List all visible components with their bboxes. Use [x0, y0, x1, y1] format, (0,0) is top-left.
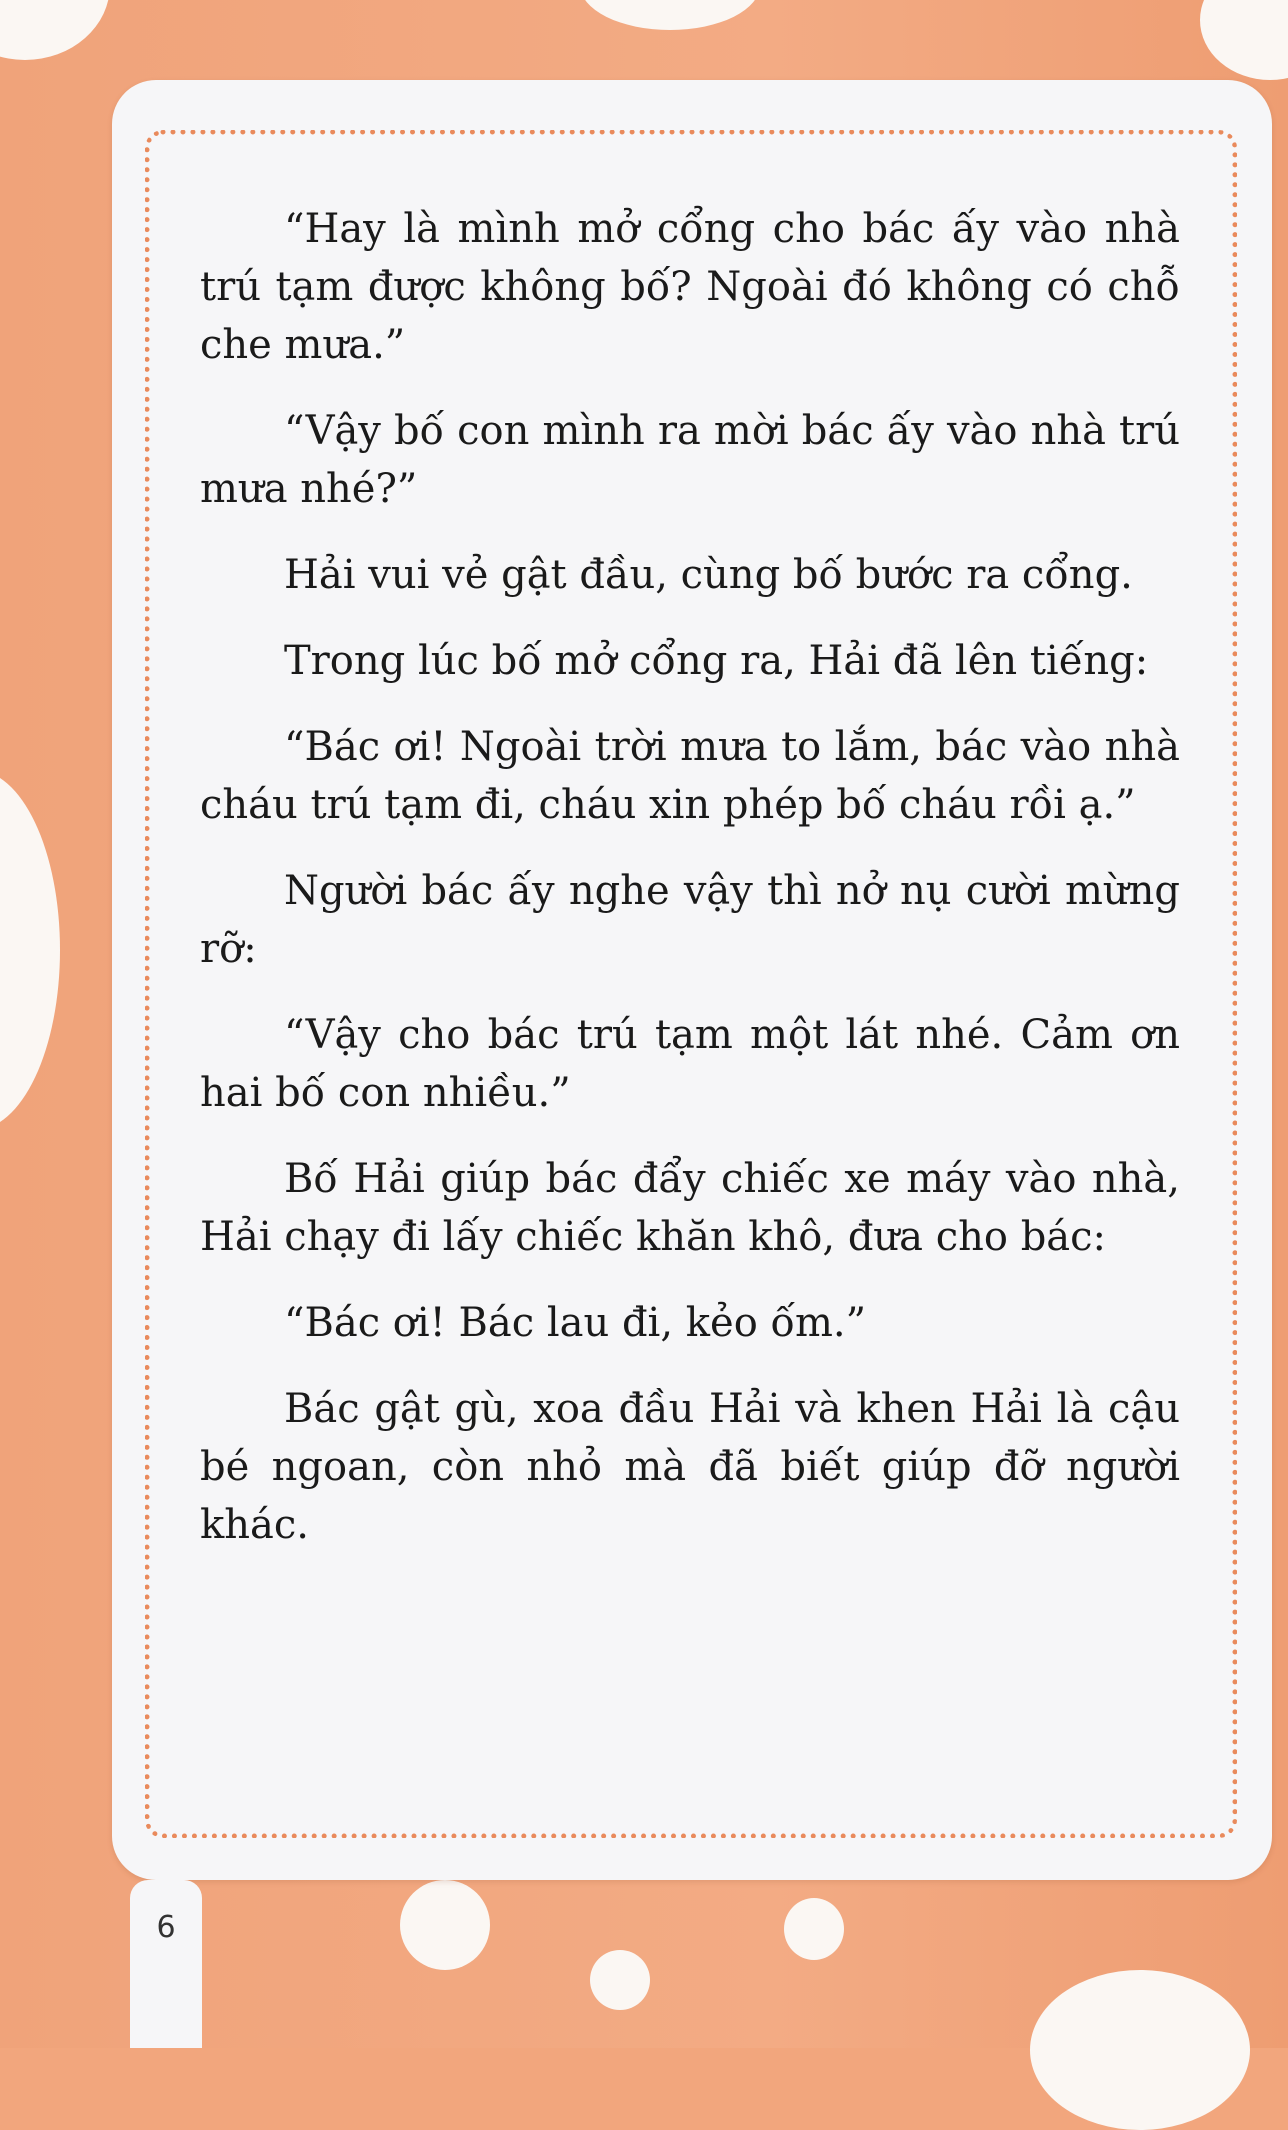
story-text	[200, 200, 1180, 1582]
polka-dot	[400, 1880, 490, 1970]
story-paragraph: “Vậy cho bác trú tạm một lát nhé. Cảm ơn hai bố con nhiều.”	[200, 1012, 1180, 1116]
story-paragraph: Trong lúc bố mở cổng ra, Hải đã lên tiếng:	[284, 638, 1149, 684]
story-paragraph: “Bác ơi! Ngoài trời mưa to lắm, bác vào nhà cháu trú tạm đi, cháu xin phép bố cháu rồi ạ.”	[200, 724, 1180, 828]
story-paragraph: “Hay là mình mở cổng cho bác ấy vào nhà trú tạm được không bố? Ngoài đó không có chỗ che mưa.”	[200, 206, 1180, 368]
story-paragraph: “Vậy bố con mình ra mời bác ấy vào nhà trú mưa nhé?”	[200, 408, 1180, 512]
story-paragraph: Bố Hải giúp bác đẩy chiếc xe máy vào nhà, Hải chạy đi lấy chiếc khăn khô, đưa cho bác:	[200, 1156, 1180, 1260]
page-number-tab	[130, 1880, 202, 2048]
polka-dot	[1030, 1970, 1250, 2130]
story-paragraph: “Bác ơi! Bác lau đi, kẻo ốm.”	[284, 1300, 867, 1346]
story-paragraph: Bác gật gù, xoa đầu Hải và khen Hải là cậu bé ngoan, còn nhỏ mà đã biết giúp đỡ người khác.	[200, 1386, 1180, 1548]
story-paragraph: Hải vui vẻ gật đầu, cùng bố bước ra cổng.	[284, 552, 1133, 598]
polka-dot	[590, 1950, 650, 2010]
page-number: 6	[156, 1910, 176, 1945]
story-paragraph: Người bác ấy nghe vậy thì nở nụ cười mừng rỡ:	[200, 868, 1180, 972]
polka-dot	[784, 1898, 844, 1960]
